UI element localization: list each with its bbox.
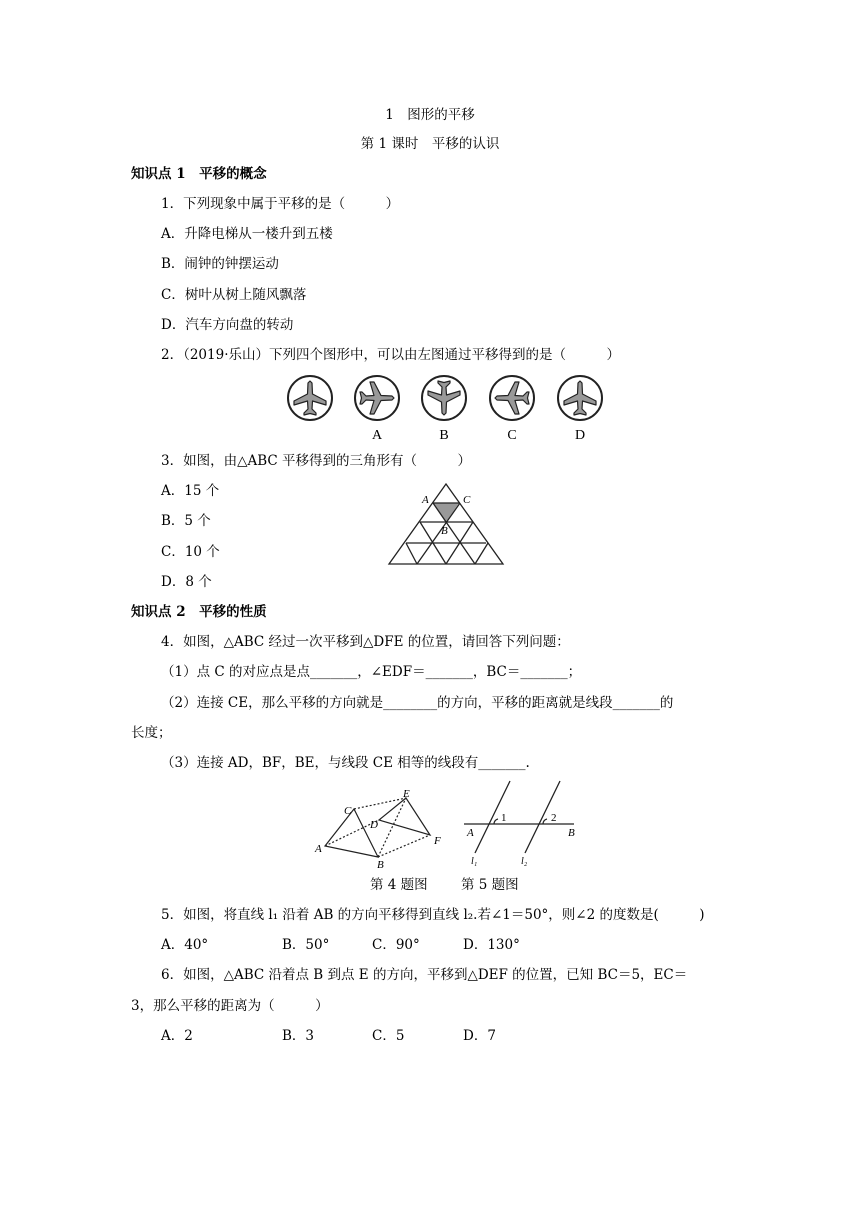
shaded-triangle-abc — [433, 503, 459, 522]
q6-option-c: C．5 — [372, 1028, 405, 1044]
plane-option-b-icon — [422, 376, 466, 420]
q6-option-d: D．7 — [463, 1028, 496, 1044]
q3-option-c: C．10 个 — [161, 544, 220, 560]
q4-part-2b: 长度； — [131, 725, 172, 741]
q6-option-b: B．3 — [282, 1028, 315, 1044]
q4-part-3: （3）连接 AD，BF，BE，与线段 CE 相等的线段有_______. — [161, 755, 530, 771]
q5-option-b: B．50° — [282, 937, 330, 953]
q5-label-b: B — [568, 827, 575, 839]
q3-label-a: A — [422, 494, 429, 506]
q2-label-c: C — [507, 428, 517, 443]
q4-part-1: （1）点 C 的对应点是点_______，∠EDF＝_______，BC＝_______； — [161, 664, 582, 680]
q6-stem-line-2: 3，那么平移的距离为（ ） — [131, 998, 329, 1014]
plane-original-icon — [288, 376, 332, 420]
page-title: 1 图形的平移 — [385, 107, 475, 123]
q1-option-c: C．树叶从树上随风飘落 — [161, 287, 307, 303]
q3-stem: 3．如图，由△ABC 平移得到的三角形有（ ） — [161, 453, 472, 469]
section-heading-1: 知识点 1 平移的概念 — [131, 166, 267, 182]
q3-label-b: B — [441, 525, 448, 537]
q1-option-d: D．汽车方向盘的转动 — [161, 317, 294, 333]
q2-label-b: B — [439, 428, 449, 443]
q5-label-angle-1: 1 — [501, 812, 507, 824]
q4-figure — [312, 786, 458, 870]
q4-label-b: B — [377, 859, 384, 870]
plane-option-c-icon — [490, 376, 534, 420]
q5-label-angle-2: 2 — [551, 812, 557, 824]
q3-triangle-figure — [380, 470, 510, 572]
q5-stem: 5．如图，将直线 l₁ 沿着 AB 的方向平移得到直线 l₂.若∠1＝50°，则∠2 的度数是( ) — [161, 907, 705, 923]
q5-label-l1: l₁ — [471, 856, 478, 867]
q1-stem: 1．下列现象中属于平移的是（ ） — [161, 196, 400, 212]
q4-label-a: A — [315, 843, 322, 855]
plane-option-a-icon — [355, 376, 399, 420]
q4-part-2a: （2）连接 CE，那么平移的方向就是________的方向，平移的距离就是线段_______的 — [161, 695, 674, 711]
page-subtitle: 第 1 课时 平移的认识 — [360, 136, 500, 152]
q3-option-d: D．8 个 — [161, 574, 212, 590]
q3-option-a: A．15 个 — [161, 483, 220, 499]
q5-figure — [460, 778, 585, 870]
q5-option-c: C．90° — [372, 937, 420, 953]
q5-label-l2: l₂ — [521, 856, 528, 867]
q4-label-d: D — [370, 819, 378, 831]
q6-stem-line-1: 6．如图，△ABC 沿着点 B 到点 E 的方向，平移到△DEF 的位置，已知 BC＝5，EC＝ — [161, 967, 688, 983]
q3-label-c: C — [463, 494, 471, 506]
q5-option-d: D．130° — [463, 937, 520, 953]
section-heading-2: 知识点 2 平移的性质 — [131, 604, 267, 620]
q4-label-c: C — [344, 805, 352, 817]
q1-option-a: A．升降电梯从一楼升到五楼 — [161, 226, 333, 242]
q2-stem: 2．（2019·乐山）下列四个图形中，可以由左图通过平移得到的是（ ） — [161, 347, 620, 363]
q1-option-b: B．闹钟的钟摆运动 — [161, 256, 279, 272]
q3-option-b: B．5 个 — [161, 513, 211, 529]
plane-option-d-icon — [558, 376, 602, 420]
q2-figure — [280, 370, 610, 450]
q5-label-a: A — [467, 827, 474, 839]
q6-option-a: A．2 — [161, 1028, 193, 1044]
q4-label-f: F — [434, 835, 441, 847]
q2-label-a: A — [371, 428, 383, 443]
q5-option-a: A．40° — [161, 937, 209, 953]
q5-figure-caption: 第 5 题图 — [461, 877, 519, 893]
q4-label-e: E — [403, 788, 410, 800]
q2-label-d: D — [574, 428, 586, 443]
q4-stem: 4．如图，△ABC 经过一次平移到△DFE 的位置，请回答下列问题： — [161, 634, 570, 650]
q4-figure-caption: 第 4 题图 — [370, 877, 428, 893]
